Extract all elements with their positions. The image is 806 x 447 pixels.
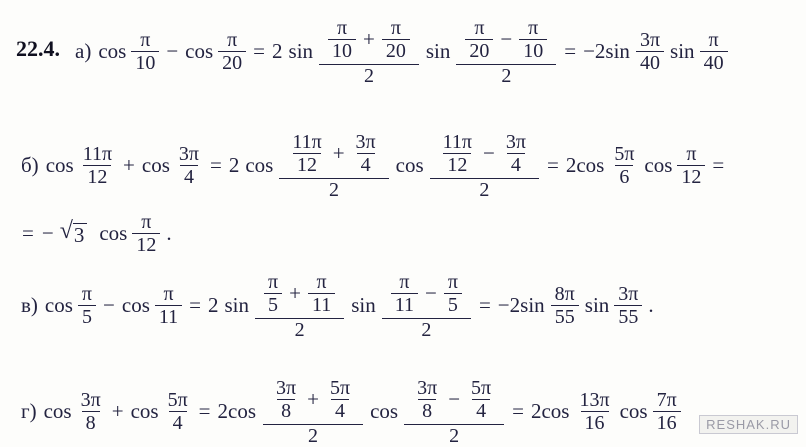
inner-plus-g1: + — [307, 387, 319, 412]
fraction-a3: $\frac{3\pi}{40}$ — [636, 30, 664, 74]
operator-a1: − — [166, 39, 179, 64]
minus-b-cont: − — [41, 221, 54, 246]
fraction-g4: $\frac{7\pi}{16}$ — [653, 390, 681, 434]
bigfraction-g1 — [263, 378, 363, 446]
fraction-v4: $\frac{3\pi}{55}$ — [614, 284, 642, 328]
bigfraction-v1-num — [255, 272, 344, 318]
equals-a2: = — [564, 39, 577, 64]
equals-g1: = — [198, 399, 211, 424]
equation-line-a — [72, 18, 731, 86]
cos-fn-b2: cos — [141, 153, 170, 178]
result-coefficient-v: −2sin — [497, 293, 545, 318]
fraction-v3: $\frac{8\pi}{55}$ — [551, 284, 579, 328]
inner-plus-a1: + — [363, 27, 375, 52]
period-v: . — [648, 293, 654, 318]
fraction-b2: $\frac{3\pi}{4}$ — [178, 143, 199, 189]
bigfraction-g2 — [404, 378, 504, 446]
coefficient-a: 2 — [272, 39, 283, 64]
bigfraction-v1-den: 2 — [255, 318, 344, 340]
fraction-a2-num: π — [227, 29, 238, 51]
inner-fraction-a2b: $\frac{\pi}{10}$ — [519, 18, 547, 62]
inner-fraction-g1b: $\frac{5\pi}{4}$ — [329, 377, 351, 423]
fraction-a2-den: 20 — [218, 51, 246, 73]
cos-fn-b6: cos — [99, 221, 128, 246]
bigfraction-a1-den: 2 — [319, 64, 419, 86]
radical-sign: √ — [59, 218, 73, 245]
inner-fraction-g2a: $\frac{3\pi}{8}$ — [417, 377, 438, 423]
bigfraction-v2-den: 2 — [382, 318, 471, 340]
sin-fn-a2: sin — [425, 39, 451, 64]
cos-fn-b5: cos — [644, 153, 673, 178]
bigfraction-v2 — [382, 272, 471, 340]
inner-fraction-a2a: $\frac{\pi}{20}$ — [465, 18, 493, 62]
bigfraction-a2-den: 2 — [456, 64, 556, 86]
cos-fn-a1: cos — [98, 39, 127, 64]
result-coefficient-a: −2sin — [583, 39, 630, 64]
cos-fn-g3: cos — [370, 399, 399, 424]
result-coefficient-g: 2cos — [530, 399, 570, 424]
inner-plus-b1: + — [332, 141, 345, 166]
fraction-a1-num: π — [140, 29, 151, 51]
fraction-b3: $\frac{5\pi}{6}$ — [614, 143, 635, 189]
sin-fn-a1: sin — [288, 39, 314, 64]
equals-v1: = — [189, 293, 201, 318]
cos-fn-v2: cos — [121, 293, 150, 318]
inner-fraction-v1b: $\frac{\pi}{11}$ — [308, 272, 335, 316]
equals-b3: = — [712, 153, 725, 178]
result-coefficient-b: 2cos — [565, 153, 605, 178]
fraction-a1-den: 10 — [131, 51, 159, 73]
inner-fraction-v2a: $\frac{\pi}{11}$ — [391, 272, 418, 316]
square-root-b — [59, 218, 88, 248]
inner-fraction-b2a: $\frac{11\pi}{12}$ — [442, 131, 473, 177]
fraction-a2 — [218, 30, 246, 74]
bigfraction-a1 — [319, 18, 419, 86]
equation-line-g — [18, 378, 684, 446]
coefficient-v: 2 — [207, 293, 219, 318]
coefficient-b: 2 — [228, 153, 240, 178]
sin-fn-a3: sin — [670, 39, 695, 64]
bigfraction-b2-num — [430, 132, 539, 178]
cos-fn-b4: cos — [395, 153, 424, 178]
bigfraction-g2-num — [404, 378, 504, 424]
equation-line-b-continued — [18, 212, 175, 256]
inner-minus-a2: − — [500, 27, 513, 52]
bigfraction-b1 — [279, 132, 388, 200]
fraction-a4: $\frac{\pi}{40}$ — [700, 30, 728, 74]
cos-fn-b3: cos — [245, 153, 274, 178]
inner-minus-v2: − — [425, 281, 437, 306]
inner-fraction-b2b: $\frac{3\pi}{4}$ — [505, 131, 526, 177]
fraction-v1: $\frac{\pi}{5}$ — [78, 284, 96, 328]
watermark: RESHAK.RU — [699, 415, 798, 434]
sin-fn-v2: sin — [351, 293, 376, 318]
bigfraction-b1-num — [279, 132, 388, 178]
bigfraction-v1 — [255, 272, 344, 340]
bigfraction-v2-num — [382, 272, 471, 318]
inner-fraction-a1a: $\frac{\pi}{10}$ — [328, 18, 356, 62]
part-label-g: г) — [21, 399, 37, 424]
bigfraction-b2-den: 2 — [430, 178, 539, 200]
bigfraction-g1-num — [263, 378, 363, 424]
cos-fn-a2: cos — [185, 39, 214, 64]
operator-g1: + — [111, 399, 124, 424]
bigfraction-g2-den: 2 — [404, 424, 504, 446]
sin-fn-v1: sin — [224, 293, 249, 318]
inner-fraction-g1a: $\frac{3\pi}{8}$ — [276, 377, 297, 423]
inner-minus-b2: − — [483, 141, 495, 166]
coefficient-g: 2cos — [217, 399, 257, 424]
bigfraction-a1-num — [319, 18, 419, 64]
inner-minus-g2: − — [448, 387, 461, 412]
inner-fraction-b1a: $\frac{11\pi}{12}$ — [292, 131, 322, 177]
equals-a1: = — [253, 39, 266, 64]
inner-fraction-a1b: $\frac{\pi}{20}$ — [382, 18, 410, 62]
equals-b2: = — [546, 153, 559, 178]
sin-fn-v3: sin — [584, 293, 610, 318]
inner-fraction-b1b: $\frac{3\pi}{4}$ — [355, 131, 376, 177]
bigfraction-a2-num — [456, 18, 556, 64]
bigfraction-b2 — [430, 132, 539, 200]
inner-plus-v1: + — [289, 281, 301, 306]
part-label-v: в) — [21, 293, 38, 318]
fraction-a1 — [131, 30, 159, 74]
fraction-g3: $\frac{13\pi}{16}$ — [579, 389, 610, 435]
cos-fn-v1: cos — [44, 293, 73, 318]
equals-v2: = — [478, 293, 491, 318]
bigfraction-b1-den: 2 — [279, 178, 388, 200]
inner-fraction-v2b: $\frac{\pi}{5}$ — [444, 272, 462, 316]
inner-fraction-v1a: $\frac{\pi}{5}$ — [264, 272, 282, 316]
equals-g2: = — [512, 399, 524, 424]
radicand-value: 3 — [73, 223, 88, 246]
fraction-b4: $\frac{\pi}{12}$ — [677, 144, 705, 188]
fraction-b5: $\frac{\pi}{12}$ — [132, 212, 160, 256]
bigfraction-g1-den: 2 — [263, 424, 363, 446]
fraction-b1: $\frac{11\pi}{12}$ — [82, 143, 113, 189]
part-label-b: б) — [21, 153, 39, 178]
cos-fn-g1: cos — [43, 399, 72, 424]
operator-v1: − — [103, 293, 115, 318]
fraction-g2: $\frac{5\pi}{4}$ — [167, 389, 188, 435]
operator-b1: + — [123, 153, 135, 178]
bigfraction-a2 — [456, 18, 556, 86]
cos-fn-g2: cos — [130, 399, 159, 424]
fraction-v2: $\frac{\pi}{11}$ — [155, 284, 182, 328]
equals-b4: = — [22, 221, 34, 246]
cos-fn-b1: cos — [45, 153, 74, 178]
equals-b1: = — [210, 153, 222, 178]
part-label-a: а) — [75, 39, 92, 64]
exercise-number: 22.4. — [16, 36, 60, 61]
inner-fraction-g2b: $\frac{5\pi}{4}$ — [471, 377, 492, 423]
equation-line-b — [18, 132, 728, 200]
fraction-g1: $\frac{3\pi}{8}$ — [80, 389, 101, 435]
equation-line-v — [18, 272, 657, 340]
cos-fn-g4: cos — [619, 399, 648, 424]
period-b: . — [166, 221, 172, 246]
